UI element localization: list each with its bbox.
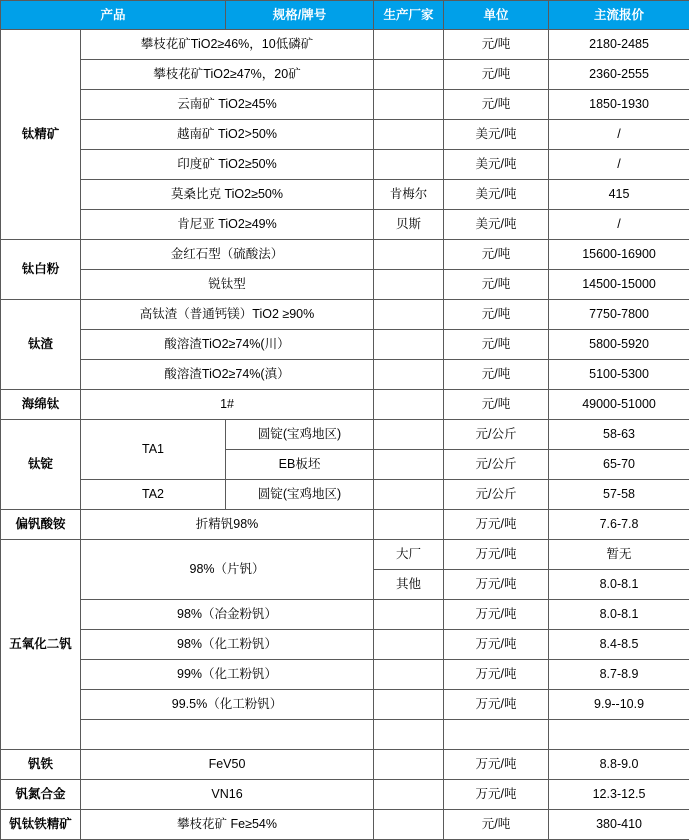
category-cell: 五氧化二钒 (1, 540, 81, 750)
price-cell: 2360-2555 (549, 60, 689, 90)
maker-cell (374, 360, 444, 390)
price-cell: / (549, 210, 689, 240)
header-product: 产品 (1, 1, 226, 30)
table-header-row (1, 1, 689, 30)
table-row (1, 540, 689, 570)
category-cell: 钒钛铁精矿 (1, 810, 81, 840)
table-row (1, 210, 689, 240)
spec-cell: 印度矿 TiO2≥50% (81, 150, 374, 180)
table-row (1, 420, 689, 450)
maker-cell (374, 480, 444, 510)
maker-cell (374, 450, 444, 480)
unit-cell: 万元/吨 (444, 540, 549, 570)
spec-cell: 攀枝花矿TiO2≥47%，20矿 (81, 60, 374, 90)
category-cell: 钛锭 (1, 420, 81, 510)
table-row (1, 330, 689, 360)
category-cell: 海绵钛 (1, 390, 81, 420)
unit-cell: 元/吨 (444, 60, 549, 90)
maker-cell (374, 780, 444, 810)
spec-cell: 98%（化工粉钒） (81, 630, 374, 660)
spec-cell: 金红石型（硫酸法） (81, 240, 374, 270)
spec-cell: 98%（冶金粉钒） (81, 600, 374, 630)
spec-cell: TA1 (81, 420, 226, 480)
price-cell: 14500-15000 (549, 270, 689, 300)
table-row (1, 600, 689, 630)
spec-cell: 酸溶渣TiO2≥74%(滇） (81, 360, 374, 390)
unit-cell: 美元/吨 (444, 180, 549, 210)
unit-cell: 万元/吨 (444, 690, 549, 720)
maker-cell: 肯梅尔 (374, 180, 444, 210)
spec-cell: 云南矿 TiO2≥45% (81, 90, 374, 120)
unit-cell: 美元/吨 (444, 120, 549, 150)
price-cell: 58-63 (549, 420, 689, 450)
spec-cell: 越南矿 TiO2>50% (81, 120, 374, 150)
category-cell: 钛白粉 (1, 240, 81, 300)
unit-cell: 元/吨 (444, 90, 549, 120)
spec-cell: FeV50 (81, 750, 374, 780)
table-row (1, 300, 689, 330)
maker-cell (374, 270, 444, 300)
category-cell: 偏钒酸铵 (1, 510, 81, 540)
spec-cell: TA2 (81, 480, 226, 510)
spec-cell: 1# (81, 390, 374, 420)
table-row (1, 690, 689, 720)
price-cell: 65-70 (549, 450, 689, 480)
spec-cell: 98%（片钒） (81, 540, 374, 600)
unit-cell: 元/公斤 (444, 450, 549, 480)
price-cell: 57-58 (549, 480, 689, 510)
price-cell: 7.6-7.8 (549, 510, 689, 540)
unit-cell: 万元/吨 (444, 660, 549, 690)
spec-cell: 折精钒98% (81, 510, 374, 540)
price-cell: 8.7-8.9 (549, 660, 689, 690)
maker-cell (374, 810, 444, 840)
table-row (1, 360, 689, 390)
table-row (1, 60, 689, 90)
price-cell: 8.0-8.1 (549, 600, 689, 630)
price-cell: 12.3-12.5 (549, 780, 689, 810)
unit-cell: 万元/吨 (444, 780, 549, 810)
sub-spec-cell: EB板坯 (226, 450, 374, 480)
maker-cell (374, 30, 444, 60)
table-row (1, 780, 689, 810)
category-cell: 钒氮合金 (1, 780, 81, 810)
table-row (1, 180, 689, 210)
unit-cell: 万元/吨 (444, 600, 549, 630)
price-cell: 415 (549, 180, 689, 210)
spec-cell: 99.5%（化工粉钒） (81, 690, 374, 720)
unit-cell: 元/吨 (444, 270, 549, 300)
unit-cell: 万元/吨 (444, 630, 549, 660)
header-spec: 规格/牌号 (226, 1, 374, 30)
header-price: 主流报价 (549, 1, 689, 30)
table-row (1, 390, 689, 420)
table-row (1, 150, 689, 180)
spec-cell: 肯尼亚 TiO2≥49% (81, 210, 374, 240)
unit-cell: 美元/吨 (444, 210, 549, 240)
maker-cell (374, 240, 444, 270)
spec-cell: 酸溶渣TiO2≥74%(川） (81, 330, 374, 360)
price-cell: / (549, 120, 689, 150)
maker-cell (374, 330, 444, 360)
spec-cell: 莫桑比克 TiO2≥50% (81, 180, 374, 210)
table-row (1, 750, 689, 780)
unit-cell: 万元/吨 (444, 510, 549, 540)
spec-cell: 攀枝花矿TiO2≥46%，10低磷矿 (81, 30, 374, 60)
price-cell: 7750-7800 (549, 300, 689, 330)
unit-cell: 元/吨 (444, 390, 549, 420)
price-cell: 5800-5920 (549, 330, 689, 360)
maker-cell (374, 750, 444, 780)
table-row (1, 240, 689, 270)
spec-cell: VN16 (81, 780, 374, 810)
price-cell: 5100-5300 (549, 360, 689, 390)
unit-cell: 元/吨 (444, 30, 549, 60)
table-row (1, 510, 689, 540)
maker-cell: 其他 (374, 570, 444, 600)
header-maker: 生产厂家 (374, 1, 444, 30)
unit-cell: 元/公斤 (444, 420, 549, 450)
maker-cell: 贝斯 (374, 210, 444, 240)
category-cell: 钒铁 (1, 750, 81, 780)
maker-cell (374, 150, 444, 180)
sub-spec-cell: 圆锭(宝鸡地区) (226, 480, 374, 510)
table-row (1, 120, 689, 150)
price-cell: 暂无 (549, 540, 689, 570)
price-cell: 8.4-8.5 (549, 630, 689, 660)
price-cell: 49000-51000 (549, 390, 689, 420)
price-cell: 2180-2485 (549, 30, 689, 60)
unit-cell: 美元/吨 (444, 150, 549, 180)
maker-cell (374, 510, 444, 540)
maker-cell (374, 690, 444, 720)
unit-cell: 元/公斤 (444, 480, 549, 510)
maker-cell (374, 120, 444, 150)
unit-cell: 元/吨 (444, 300, 549, 330)
price-cell: 9.9--10.9 (549, 690, 689, 720)
header-unit: 单位 (444, 1, 549, 30)
table-row (1, 30, 689, 60)
category-cell: 钛精矿 (1, 30, 81, 240)
price-cell: 15600-16900 (549, 240, 689, 270)
table-row (1, 90, 689, 120)
table-row (1, 660, 689, 690)
spec-cell: 攀枝花矿 Fe≥54% (81, 810, 374, 840)
table-row (1, 480, 689, 510)
table-row (1, 630, 689, 660)
maker-cell (374, 60, 444, 90)
price-cell: / (549, 150, 689, 180)
unit-cell: 元/吨 (444, 330, 549, 360)
sub-spec-cell: 圆锭(宝鸡地区) (226, 420, 374, 450)
unit-cell: 元/吨 (444, 360, 549, 390)
price-cell: 8.0-8.1 (549, 570, 689, 600)
category-cell: 钛渣 (1, 300, 81, 390)
maker-cell (374, 660, 444, 690)
unit-cell: 元/吨 (444, 810, 549, 840)
unit-cell: 万元/吨 (444, 570, 549, 600)
spec-cell: 高钛渣（普通钙镁）TiO2 ≥90% (81, 300, 374, 330)
maker-cell (374, 630, 444, 660)
spec-cell: 锐钛型 (81, 270, 374, 300)
price-cell: 8.8-9.0 (549, 750, 689, 780)
table-row (1, 810, 689, 840)
price-cell: 380-410 (549, 810, 689, 840)
spec-cell: 99%（化工粉钒） (81, 660, 374, 690)
maker-cell (374, 600, 444, 630)
table-row (1, 270, 689, 300)
maker-cell (374, 390, 444, 420)
maker-cell (374, 300, 444, 330)
unit-cell: 万元/吨 (444, 750, 549, 780)
unit-cell: 元/吨 (444, 240, 549, 270)
maker-cell (374, 420, 444, 450)
maker-cell: 大厂 (374, 540, 444, 570)
price-cell: 1850-1930 (549, 90, 689, 120)
maker-cell (374, 90, 444, 120)
